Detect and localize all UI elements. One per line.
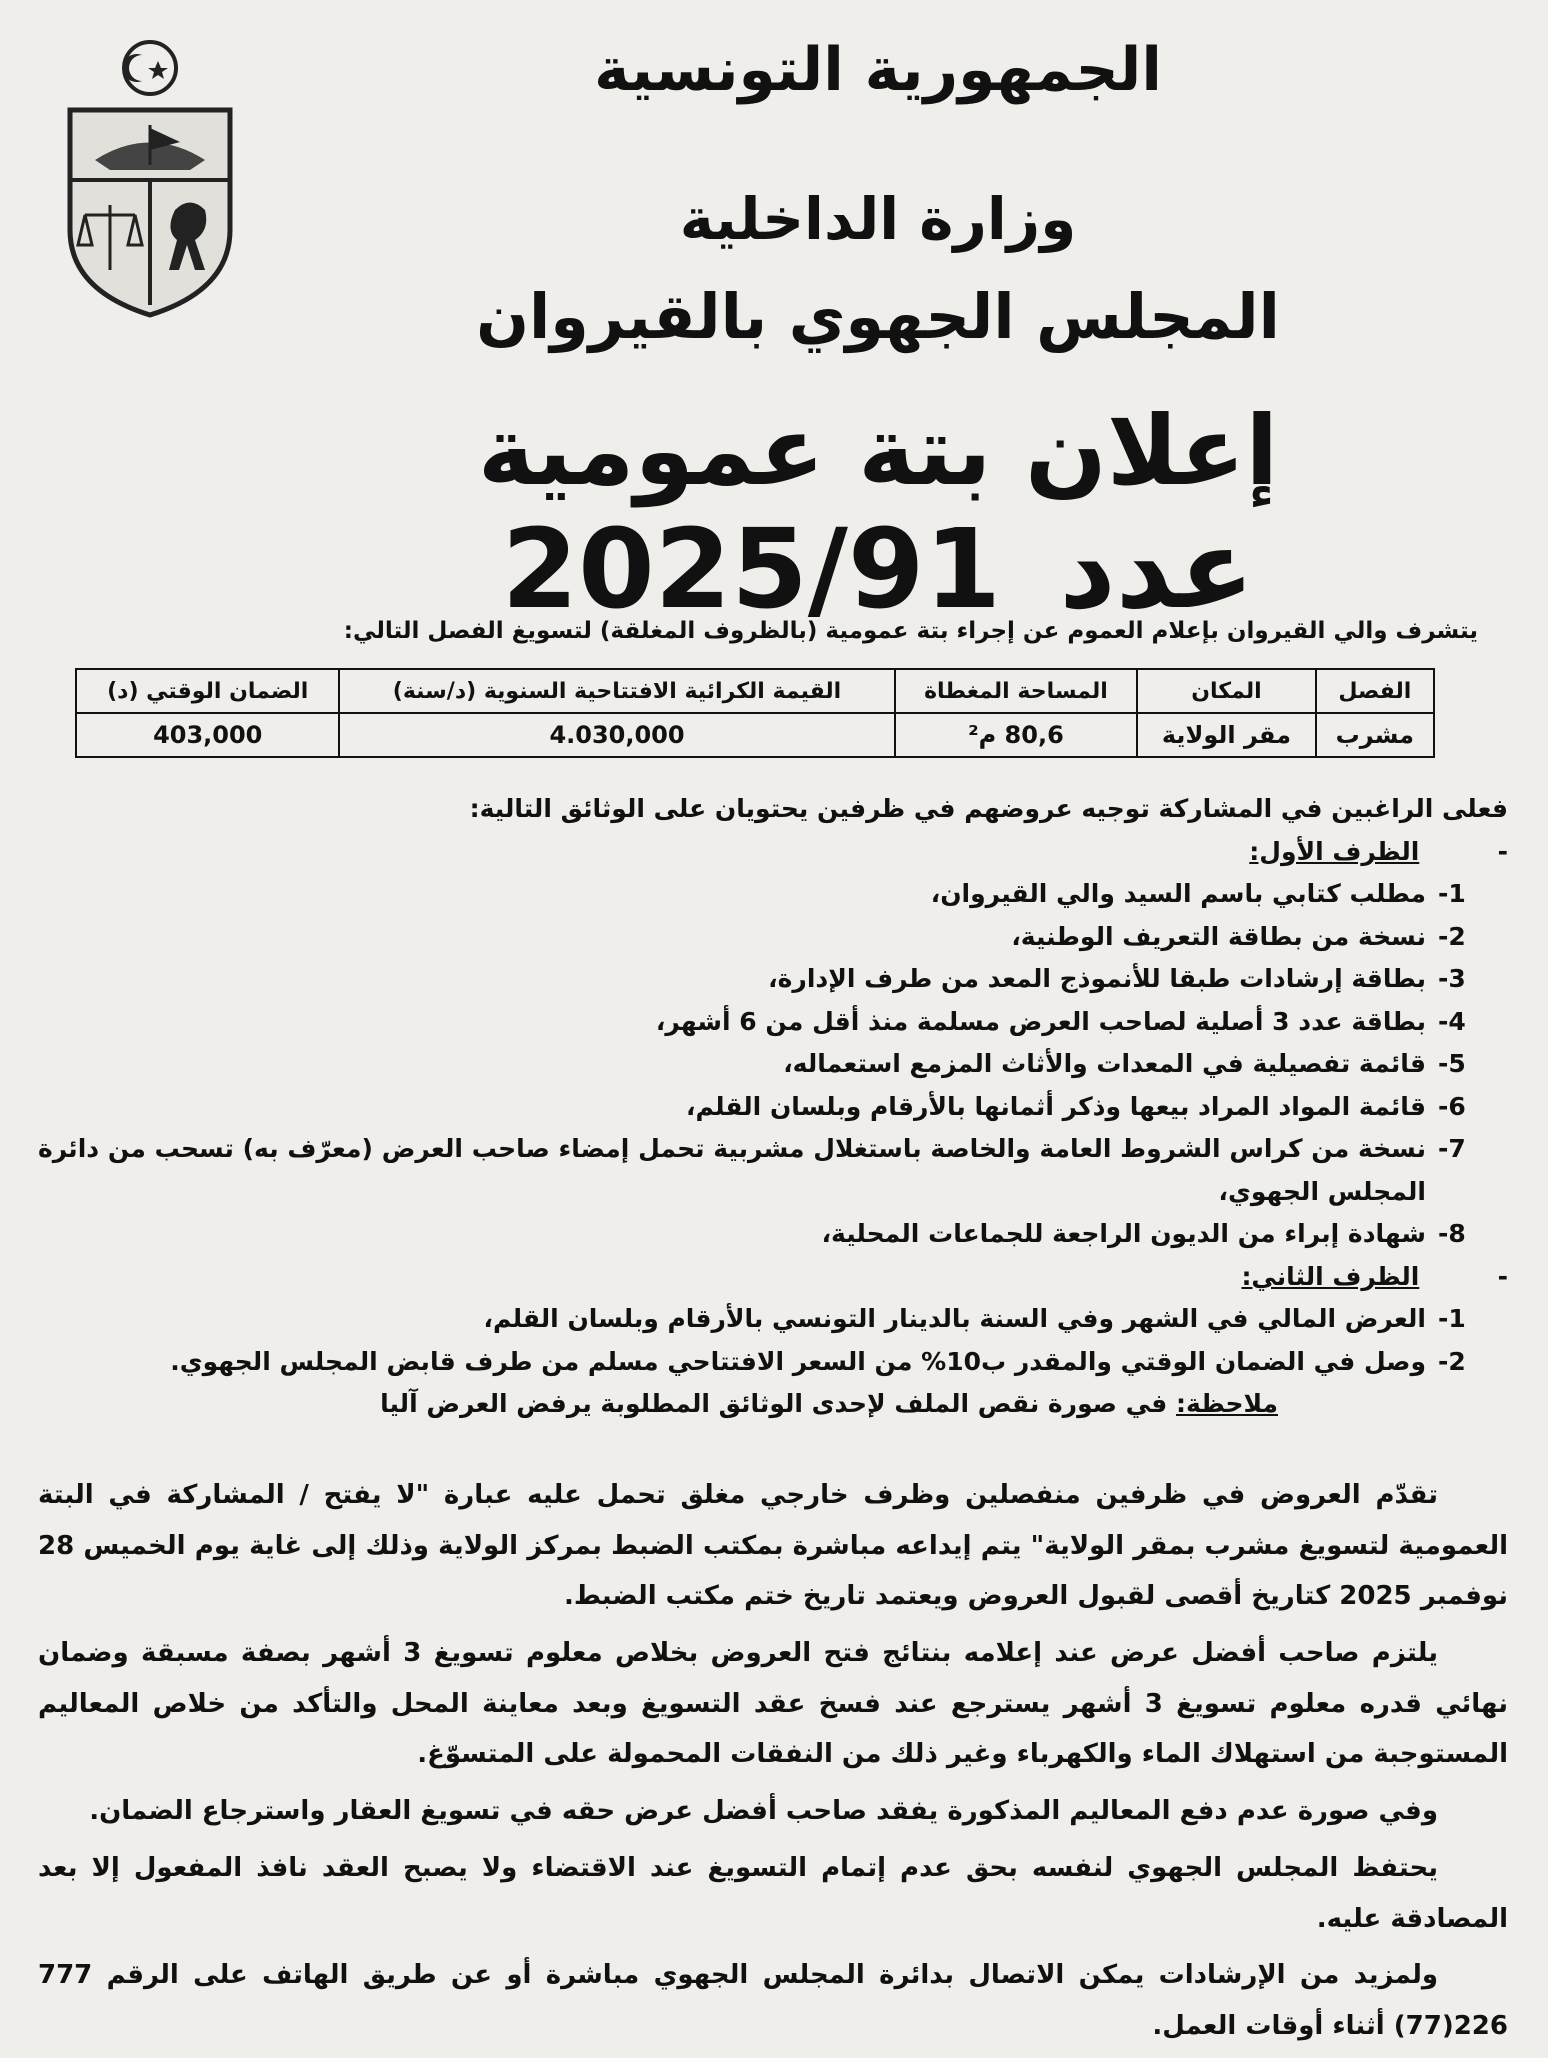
- list-item: -2 وصل في الضمان الوقتي والمقدر ب10% من السعر الافتتاحي مسلم من طرف قابض المجلس الجهوي.: [170, 1346, 1466, 1376]
- note-text: في صورة نقص الملف لإحدى الوثائق المطلوبة يرفض العرض آليا: [380, 1389, 1168, 1418]
- table-header-cell: المكان: [1137, 669, 1315, 713]
- list-item: -4 بطاقة عدد 3 أصلية لصاحب العرض مسلمة منذ أقل من 6 أشهر،: [655, 1006, 1466, 1036]
- ministry-title: وزارة الداخلية: [679, 185, 1077, 253]
- list-item: -8 شهادة إبراء من الديون الراجعة للجماعات المحلية،: [821, 1219, 1466, 1248]
- list-item: -1 العرض المالي في الشهر وفي السنة بالدينار التونسي بالأرقام وبلسان القلم،: [483, 1304, 1466, 1333]
- table-cell: 80,6 م²: [895, 713, 1138, 757]
- list-item: -5 قائمة تفصيلية في المعدات والأثاث المزمع استعماله،: [783, 1049, 1466, 1078]
- note-label: ملاحظة:: [1176, 1389, 1278, 1418]
- republic-title: الجمهورية التونسية: [594, 35, 1162, 105]
- table-cell: 4.030,000: [339, 713, 894, 757]
- number-value: 2025/91: [501, 505, 1001, 633]
- paragraph: يلتزم صاحب أفضل عرض عند إعلامه بنتائج فتح العروض بخلاص معلوم تسويغ 3 أشهر بصفة مسبقة وضمان نهائي قدره معلوم تسويغ 3 أشهر يسترجع عند فسخ عقد التسويغ وبعد معاينة المحل والتأكد من خلاص المعاليم المستوجبة من استهلاك الماء والكهرباء وغير ذلك من النفقات المحمولة على المتسوّغ.: [38, 1638, 1508, 1770]
- list-item: -3 بطاقة إرشادات طبقا للأنموذج المعد من طرف الإدارة،: [768, 964, 1466, 993]
- list-item: -1 مطلب كتابي باسم السيد والي القيروان،: [930, 879, 1466, 908]
- table-cell: 403,000: [76, 713, 339, 757]
- list-item: -2 نسخة من بطاقة التعريف الوطنية،: [1011, 921, 1466, 951]
- paragraph: ولمزيد من الإرشادات يمكن الاتصال بدائرة المجلس الجهوي مباشرة أو عن طريق الهاتف على الرقم 777 226(77) أثناء أوقات العمل.: [38, 1960, 1508, 2041]
- list-item: -6 قائمة المواد المراد بيعها وذكر أثمانها بالأرقام وبلسان القلم،: [685, 1091, 1466, 1121]
- table-cell: مشرب: [1316, 713, 1434, 757]
- documents-section: [38, 788, 1508, 1426]
- number-label: عدد: [1059, 505, 1255, 633]
- lead-text: فعلى الراغبين في المشاركة توجيه عروضهم في ظرفين يحتويان على الوثائق التالية:: [469, 794, 1508, 823]
- table-header-row: [76, 669, 1434, 713]
- table-header-cell: الفصل: [1316, 669, 1434, 713]
- list-item: -7 نسخة من كراس الشروط العامة والخاصة باستغلال مشربية تحمل إمضاء صاحب العرض (معرّف به) تسحب من دائرة المجلس الجهوي،: [38, 1134, 1466, 1206]
- table-header-cell: القيمة الكرائية الافتتاحية السنوية (د/سنة): [339, 669, 894, 713]
- table-header-cell: المساحة المغطاة: [895, 669, 1138, 713]
- council-title: المجلس الجهوي بالقيروان: [476, 280, 1280, 353]
- bid-table: [75, 668, 1435, 758]
- paragraph: تقدّم العروض في ظرفين منفصلين وظرف خارجي مغلق تحمل عليه عبارة "لا يفتح / المشاركة في البتة العمومية لتسويغ مشرب بمقر الولاية" يتم إيداعه مباشرة بمكتب الضبط بمركز الولاية وذلك إلى غاية يوم الخميس 28 نوفمبر 2025 كتاريخ أقصى لقبول العروض ويعتمد تاريخ ختم مكتب الضبط.: [38, 1480, 1508, 1612]
- table-header-cell: الضمان الوقتي (د): [76, 669, 339, 713]
- tunisia-coat-of-arms-icon: [50, 30, 250, 320]
- envelope2-title-row: - الظرف الثاني:: [1241, 1261, 1508, 1291]
- intro-text: يتشرف والي القيروان بإعلام العموم عن إجراء بتة عمومية (بالظروف المغلقة) لتسويغ الفصل التالي:: [343, 618, 1478, 644]
- conditions-section: [38, 1470, 1508, 2058]
- envelope2-title: الظرف الثاني:: [1241, 1261, 1420, 1291]
- paragraph: يحتفظ المجلس الجهوي لنفسه بحق عدم إتمام التسويغ عند الاقتضاء ولا يصبح العقد نافذ المفعول إلا بعد المصادقة عليه.: [38, 1852, 1508, 1934]
- paragraph: وفي صورة عدم دفع المعاليم المذكورة يفقد صاحب أفضل عرض حقه في تسويغ العقار واسترجاع الضمان.: [89, 1796, 1438, 1827]
- table-row: [76, 713, 1434, 757]
- announcement-number: [328, 505, 1428, 633]
- table-cell: مقر الولاية: [1137, 713, 1315, 757]
- envelope1-title: الظرف الأول:: [1249, 836, 1420, 866]
- announcement-title: إعلان بتة عمومية: [477, 395, 1279, 507]
- envelope1-title-row: - الظرف الأول:: [1249, 836, 1508, 866]
- note: [38, 1383, 1508, 1426]
